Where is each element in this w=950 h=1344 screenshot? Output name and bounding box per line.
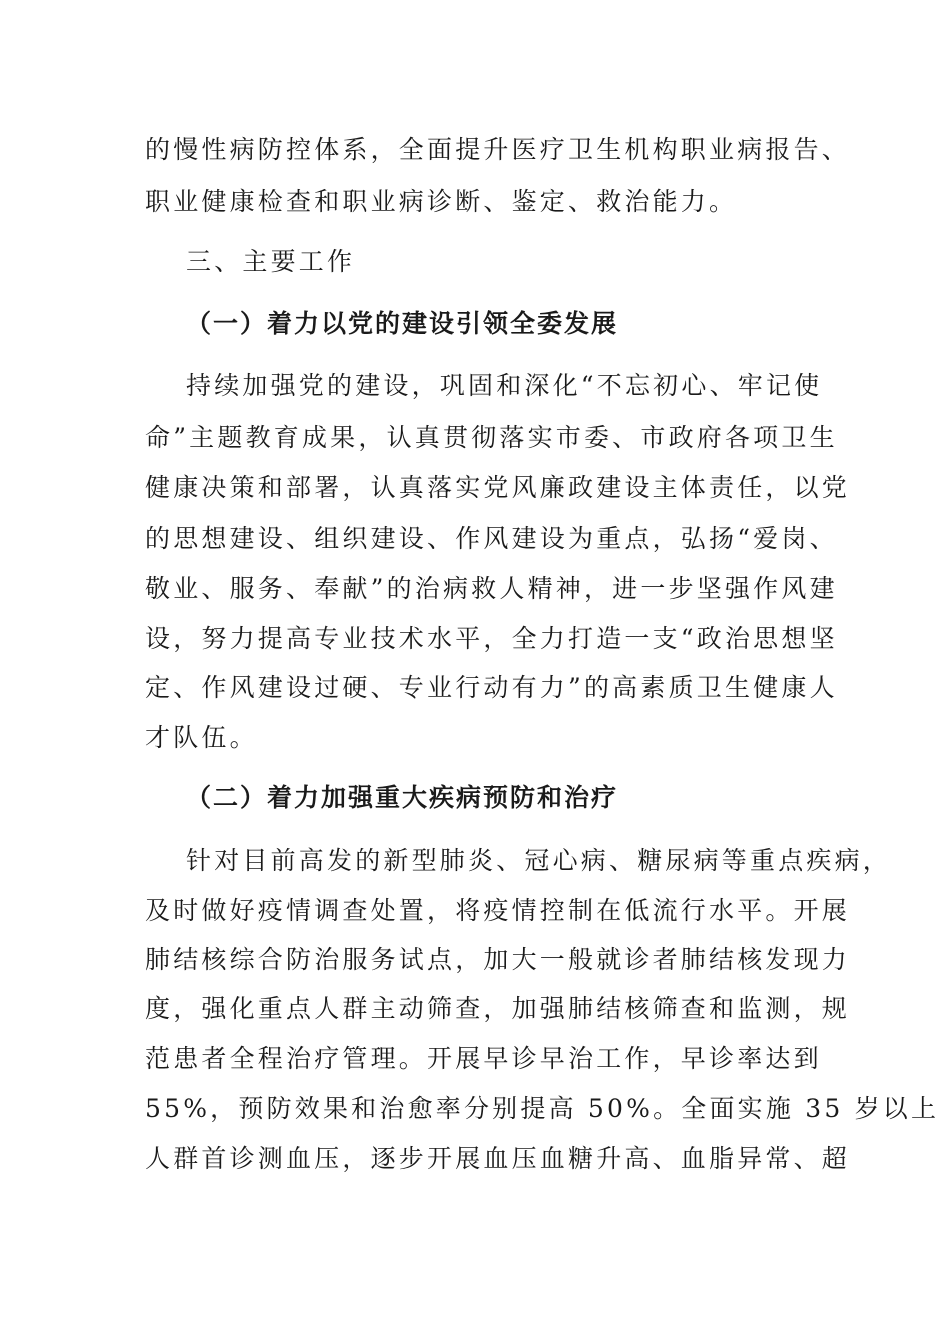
paragraph-line: 定、作风建设过硬、专业行动有力”的高素质卫生健康人: [145, 673, 838, 702]
paragraph-line: 肺结核综合防治服务试点，加大一般就诊者肺结核发现力: [145, 945, 851, 974]
paragraph-line: 及时做好疫情调查处置，将疫情控制在低流行水平。开展: [145, 896, 851, 925]
paragraph-line: 命”主题教育成果，认真贯彻落实市委、市政府各项卫生: [145, 423, 838, 452]
paragraph-line: 人群首诊测血压，逐步开展血压血糖升高、血脂异常、超: [145, 1144, 851, 1173]
paragraph-line: 针对目前高发的新型肺炎、冠心病、糖尿病等重点疾病，: [186, 846, 892, 875]
paragraph-line: 健康决策和部署，认真落实党风廉政建设主体责任，以党: [145, 473, 851, 502]
paragraph-line: 范患者全程治疗管理。开展早诊早治工作，早诊率达到: [145, 1044, 822, 1073]
paragraph-line: 55%，预防效果和治愈率分别提高 50%。全面实施 35 岁以上: [145, 1094, 940, 1123]
paragraph-line: 的思想建设、组织建设、作风建设为重点，弘扬“爱岗、: [145, 524, 838, 553]
paragraph-line: 职业健康检查和职业病诊断、鉴定、救治能力。: [145, 187, 738, 216]
paragraph-line: 才队伍。: [145, 723, 258, 752]
paragraph-line: 持续加强党的建设，巩固和深化“不忘初心、牢记使: [186, 371, 823, 400]
paragraph-line: 的慢性病防控体系，全面提升医疗卫生机构职业病报告、: [145, 135, 851, 164]
subsection-heading: （二）着力加强重大疾病预防和治疗: [186, 783, 619, 812]
paragraph-line: 敬业、服务、奉献”的治病救人精神，进一步坚强作风建: [145, 574, 838, 603]
subsection-heading: （一）着力以党的建设引领全委发展: [186, 309, 619, 338]
paragraph-line: 设，努力提高专业技术水平，全力打造一支“政治思想坚: [145, 624, 838, 653]
paragraph-line: 度，强化重点人群主动筛查，加强肺结核筛查和监测，规: [145, 994, 851, 1023]
section-heading: 三、主要工作: [186, 247, 356, 276]
